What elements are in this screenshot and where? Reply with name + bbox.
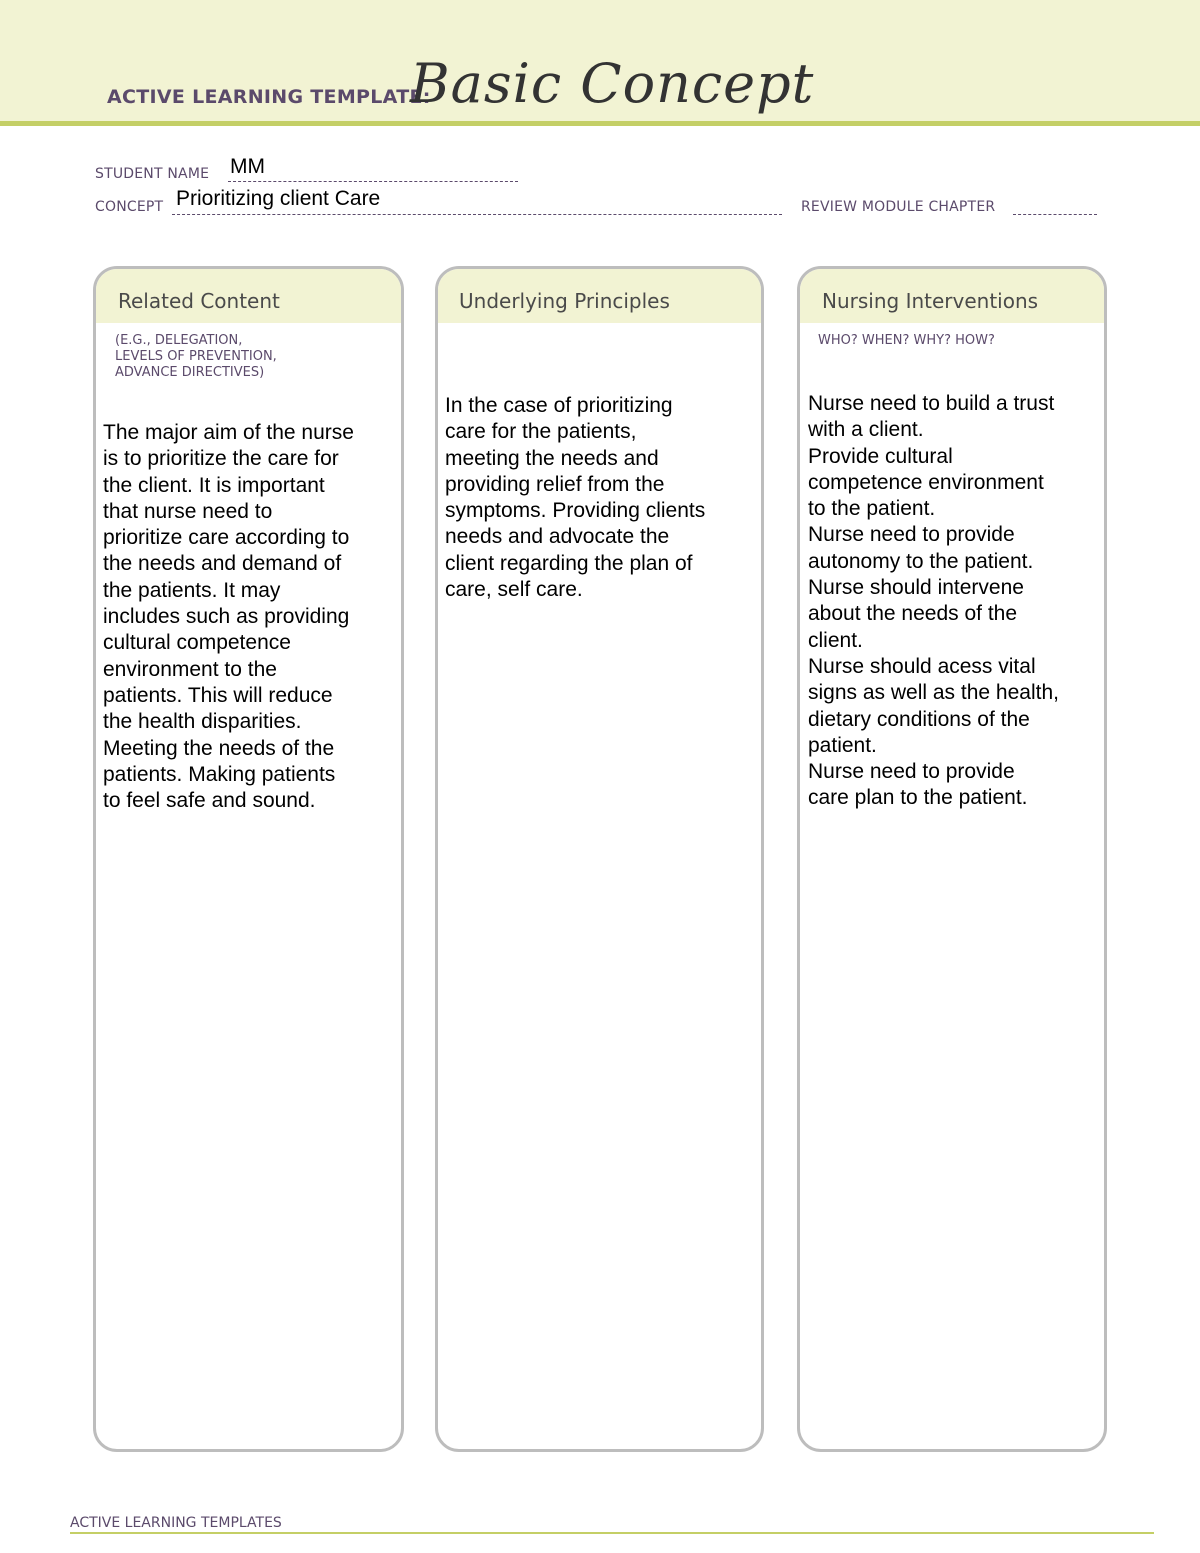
header-rule — [0, 121, 1200, 126]
footer-rule — [70, 1532, 1154, 1534]
review-module-line[interactable] — [1013, 214, 1097, 215]
panel-subtitle: WHO? WHEN? WHY? HOW? — [818, 333, 995, 348]
related-content-panel — [93, 266, 404, 1452]
panel-body-text[interactable]: Nurse need to build a trust with a client. Provide cultural competence environment to the patient. Nurse need to provide autonomy to the patient. Nurse should intervene about the needs of the client. Nurse should acess vital signs as well as the health, dietary conditions of the patient. Nurse need to provide care plan to the patient. — [808, 392, 1059, 810]
concept-value[interactable]: Prioritizing client Care — [176, 187, 381, 210]
panel-title: Nursing Interventions — [822, 289, 1039, 313]
panel-subtitle: (E.G., DELEGATION, LEVELS OF PREVENTION, ADVANCE DIRECTIVES) — [115, 333, 277, 380]
template-label: ACTIVE LEARNING TEMPLATE: — [107, 86, 431, 108]
student-name-line — [228, 181, 518, 182]
concept-line — [172, 214, 782, 215]
concept-label: CONCEPT — [95, 199, 164, 215]
panel-title: Underlying Principles — [459, 289, 670, 313]
student-name-label: STUDENT NAME — [95, 166, 210, 182]
panel-body-text[interactable]: The major aim of the nurse is to prioritize the care for the client. It is important that nurse need to prioritize care according to the needs and demand of the patients. It may includes such as providing cultural competence environment to the patients. This will reduce the health disparities. Meeting the needs of the patients. Making patients to feel safe and sound. — [103, 421, 354, 813]
review-module-label: REVIEW MODULE CHAPTER — [801, 199, 996, 215]
student-name-value[interactable]: MM — [230, 155, 265, 178]
panel-title: Related Content — [118, 289, 280, 313]
nursing-interventions-panel — [797, 266, 1107, 1452]
underlying-principles-panel — [435, 266, 764, 1452]
template-title: Basic Concept — [410, 52, 815, 115]
panel-body-text[interactable]: In the case of prioritizing care for the patients, meeting the needs and providing relief from the symptoms. Providing clients needs and advocate the client regarding the plan of care, self care. — [445, 394, 706, 602]
footer-label: ACTIVE LEARNING TEMPLATES — [70, 1515, 282, 1531]
